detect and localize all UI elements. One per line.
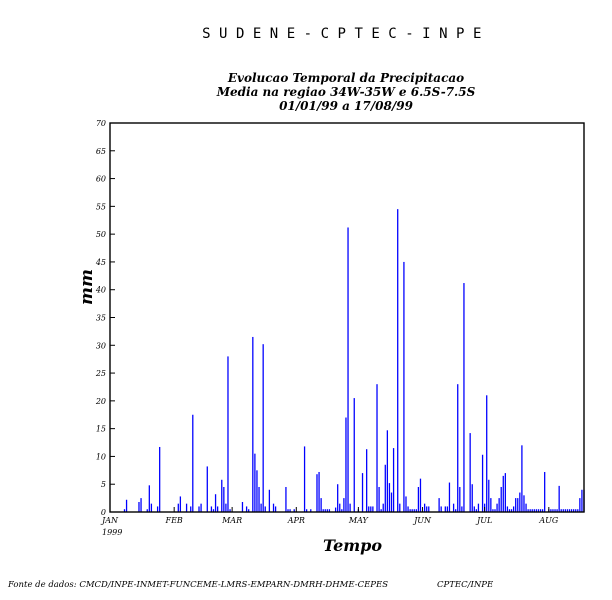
precip-bar bbox=[372, 506, 373, 512]
precip-bar bbox=[385, 465, 386, 512]
precip-bar bbox=[190, 506, 191, 512]
x-axis-label: Tempo bbox=[323, 536, 383, 555]
precip-bar bbox=[225, 504, 226, 512]
precip-bar bbox=[223, 487, 224, 512]
precip-bar bbox=[405, 496, 406, 512]
precip-bar bbox=[463, 283, 464, 512]
x-tick-label: MAY bbox=[348, 516, 368, 525]
precip-bar bbox=[453, 504, 454, 512]
precip-bar bbox=[482, 455, 483, 512]
precip-bar bbox=[256, 470, 257, 512]
precip-bar bbox=[263, 344, 264, 512]
precip-bar bbox=[157, 506, 158, 512]
precip-bar bbox=[403, 262, 404, 512]
precip-bar bbox=[389, 483, 390, 512]
precip-bar bbox=[521, 445, 522, 512]
precip-bar bbox=[347, 227, 348, 512]
precip-bar bbox=[343, 498, 344, 512]
x-tick-label: FEB bbox=[165, 516, 183, 525]
precip-bar bbox=[420, 479, 421, 512]
precip-bar bbox=[211, 506, 212, 512]
y-tick-label: 15 bbox=[95, 424, 106, 434]
x-tick-label: APR bbox=[287, 516, 305, 525]
precip-bar bbox=[424, 504, 425, 512]
x-tick-label: JUL bbox=[477, 516, 493, 525]
precip-bar bbox=[472, 484, 473, 512]
precip-bar bbox=[198, 506, 199, 512]
precip-bar bbox=[368, 506, 369, 512]
precip-bar bbox=[318, 472, 319, 512]
precip-bar bbox=[159, 447, 160, 512]
precip-bar bbox=[149, 485, 150, 512]
precip-bar bbox=[501, 487, 502, 512]
precip-bar bbox=[376, 384, 377, 512]
precip-bar bbox=[517, 498, 518, 512]
chart-subtitle-period: 01/01/99 a 17/08/99 bbox=[279, 99, 413, 113]
precip-bar bbox=[507, 506, 508, 512]
precip-bar bbox=[362, 473, 363, 512]
precip-bar bbox=[285, 487, 286, 512]
precip-bar bbox=[490, 498, 491, 512]
precip-bar bbox=[140, 498, 141, 512]
x-tick-label: MAR bbox=[222, 516, 243, 525]
precip-bar bbox=[227, 356, 228, 512]
precip-bar bbox=[397, 209, 398, 512]
precip-bar bbox=[339, 504, 340, 512]
precip-bar bbox=[269, 490, 270, 512]
precip-bar bbox=[273, 504, 274, 512]
precip-bar bbox=[192, 415, 193, 512]
precip-bar bbox=[366, 449, 367, 512]
precip-bar bbox=[337, 484, 338, 512]
precip-bar bbox=[370, 506, 371, 512]
precip-bar bbox=[178, 504, 179, 512]
precip-bar bbox=[581, 490, 582, 512]
precip-bar bbox=[519, 493, 520, 512]
precip-bar bbox=[320, 498, 321, 512]
y-tick-label: 40 bbox=[95, 285, 106, 295]
precip-bar bbox=[457, 384, 458, 512]
precip-bar bbox=[200, 504, 201, 512]
precip-bar bbox=[579, 498, 580, 512]
precip-bar bbox=[505, 473, 506, 512]
precip-bar bbox=[496, 504, 497, 512]
precip-bar bbox=[180, 496, 181, 512]
precip-bar bbox=[441, 506, 442, 512]
y-axis-label: mm bbox=[77, 269, 97, 305]
precip-bar bbox=[486, 395, 487, 512]
y-tick-label: 30 bbox=[95, 341, 106, 351]
precip-bar bbox=[426, 506, 427, 512]
precip-bar bbox=[525, 504, 526, 512]
precip-bar bbox=[242, 502, 243, 512]
precip-bar bbox=[523, 495, 524, 512]
precip-bar bbox=[265, 506, 266, 512]
chart-title: Evolucao Temporal da Precipitacao bbox=[227, 71, 465, 85]
precip-bar bbox=[221, 480, 222, 512]
precip-bar bbox=[488, 480, 489, 512]
precip-bar bbox=[498, 498, 499, 512]
precip-bar bbox=[383, 504, 384, 512]
precip-bar bbox=[345, 418, 346, 512]
precip-bar bbox=[393, 448, 394, 512]
precip-bar bbox=[378, 487, 379, 512]
precip-bar bbox=[515, 498, 516, 512]
organization-header: SUDENE-CPTEC-INPE bbox=[202, 26, 490, 42]
precip-bar bbox=[544, 472, 545, 512]
precip-bar bbox=[387, 430, 388, 512]
precip-bar bbox=[461, 506, 462, 512]
precip-bar bbox=[207, 466, 208, 512]
x-tick-label: JAN bbox=[102, 516, 118, 525]
precip-bar bbox=[418, 487, 419, 512]
precip-bar bbox=[438, 498, 439, 512]
precip-bar bbox=[445, 506, 446, 512]
precip-bar bbox=[138, 502, 139, 512]
precip-bar bbox=[459, 487, 460, 512]
precip-bar bbox=[449, 483, 450, 512]
precip-bar bbox=[474, 506, 475, 512]
y-tick-label: 25 bbox=[95, 369, 106, 379]
y-tick-label: 10 bbox=[95, 452, 106, 462]
y-tick-label: 35 bbox=[95, 313, 106, 323]
precip-bar bbox=[252, 337, 253, 512]
precip-bar bbox=[246, 506, 247, 512]
x-tick-label: JUN bbox=[414, 516, 432, 525]
y-tick-label: 20 bbox=[95, 396, 106, 406]
x-tick-label: AUG bbox=[539, 516, 559, 525]
chart-subtitle-region: Media na regiao 34W-35W e 6.5S-7.5S bbox=[216, 85, 476, 99]
precip-bar bbox=[447, 506, 448, 512]
y-tick-label: 0 bbox=[100, 508, 106, 517]
precip-bar bbox=[254, 454, 255, 512]
y-tick-label: 65 bbox=[95, 146, 106, 156]
year-label: 1999 bbox=[102, 528, 123, 537]
precip-bar bbox=[428, 506, 429, 512]
y-tick-label: 70 bbox=[95, 119, 106, 128]
precip-bar bbox=[186, 504, 187, 512]
plot-frame bbox=[110, 123, 584, 512]
y-tick-label: 50 bbox=[95, 230, 106, 240]
precip-bar bbox=[260, 504, 261, 512]
precip-bar bbox=[258, 487, 259, 512]
y-tick-label: 45 bbox=[95, 257, 106, 267]
precip-bar bbox=[478, 504, 479, 512]
y-tick-label: 60 bbox=[95, 174, 106, 184]
precip-bar bbox=[275, 506, 276, 512]
precip-bar bbox=[304, 446, 305, 512]
precip-bar bbox=[354, 398, 355, 512]
precip-bar bbox=[503, 476, 504, 512]
precip-bar bbox=[391, 493, 392, 512]
precip-bar bbox=[215, 494, 216, 512]
precip-bar bbox=[399, 504, 400, 512]
precip-bar bbox=[349, 504, 350, 512]
precip-bar bbox=[559, 486, 560, 512]
precip-bar bbox=[217, 506, 218, 512]
precip-bar bbox=[407, 506, 408, 512]
data-source-footer: Fonte de dados: CMCD/INPE-INMET-FUNCEME-LMRS-EMPARN-DMRH-DHME-CEPES bbox=[8, 580, 389, 590]
y-tick-label: 55 bbox=[95, 202, 106, 212]
y-tick-label: 5 bbox=[100, 480, 106, 490]
credit-footer: CPTEC/INPE bbox=[437, 580, 494, 590]
precip-bar bbox=[470, 433, 471, 512]
precip-bar bbox=[151, 504, 152, 512]
precip-bar bbox=[316, 474, 317, 512]
precip-bar bbox=[126, 500, 127, 512]
precip-bar bbox=[513, 506, 514, 512]
